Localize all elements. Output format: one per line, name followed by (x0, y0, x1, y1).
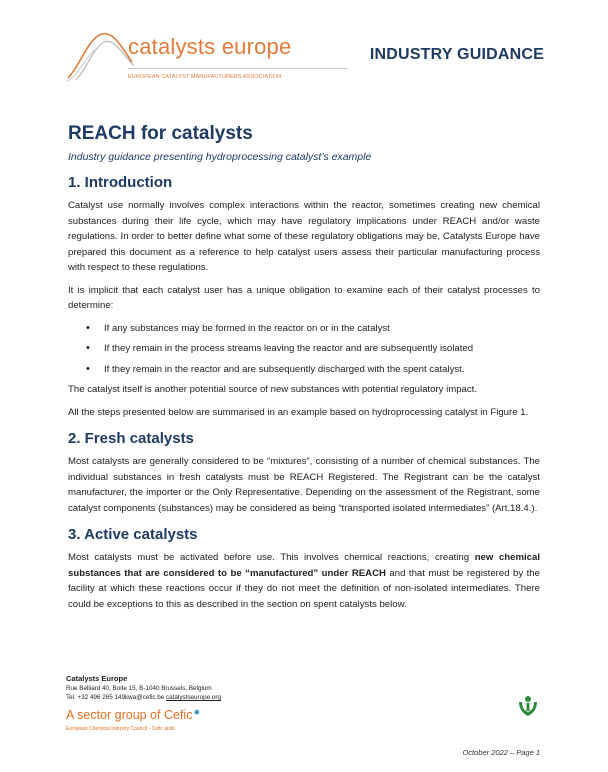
catalysts-europe-logo (66, 26, 306, 86)
footer-org-name: Catalysts Europe (66, 674, 128, 683)
footer-contact (66, 694, 221, 701)
responsible-care-icon (516, 694, 540, 718)
section-heading-active-catalysts: 3. Active catalysts (68, 526, 198, 543)
cefic-subtitle: European Chemical Industry Council - Cefic aisbl (66, 726, 175, 732)
active-text-c: and that must be registered by the facility at which these reactions occur if they do not meet the definition of non-isolated intermediates. There could be exceptions to this as described in the section on spent catalysts below. (68, 567, 540, 610)
footer-date-page: October 2022 – Page 1 (462, 748, 540, 757)
cefic-star-icon: ✸ (193, 708, 201, 717)
list-item: • If they remain in the process streams leaving the reactor and are subsequently isolated (68, 341, 540, 357)
logo-divider (128, 68, 348, 69)
main-content (68, 122, 540, 619)
page-subtitle (68, 150, 540, 164)
intro-paragraph-3: The catalyst itself is another potential source of new substances with potential regulatory impact. (68, 384, 478, 395)
active-text-a: Most catalysts must be activated before use. This involves chemical reactions, creating (68, 552, 475, 563)
intro-paragraph-4: All the steps presented below are summarised in an example based on hydroprocessing catalyst in Figure 1. (68, 406, 529, 418)
page-title: REACH for catalysts (68, 123, 253, 144)
footer-email-link[interactable]: kwa@cefic.be (125, 694, 165, 701)
cefic-sector-group (66, 708, 200, 722)
footer-website-link[interactable]: catalystseurope.org (166, 694, 222, 701)
cefic-label: A sector group of Cefic (66, 708, 193, 722)
subtitle-part-1: Industry guidance presenting hydroprocessing (68, 151, 286, 163)
footer-tel: Tel. +32 496 265 149 (66, 694, 125, 701)
swoosh-logo-icon (66, 26, 136, 84)
section-heading-fresh-catalysts: 2. Fresh catalysts (68, 430, 194, 447)
intro-bullet-list (68, 321, 540, 378)
fresh-catalysts-paragraph: Most catalysts are generally considered to be “mixtures”, consisting of a number of chemical substances. The individual substances in fresh catalysts must be REACH Registered. The Registrant can be the catalyst manufacturer, the importer or the Only Representative. Depending on the assessment of the Registrant, some catalyst components (substances) may be considered as being “transported isolated intermediates” (Art.18.4.). (68, 456, 540, 514)
list-item: • If any substances may be formed in the reactor on or in the catalyst (68, 321, 540, 337)
intro-paragraph-2: It is implicit that each catalyst user has a unique obligation to examine each of their catalyst processes to determine: (68, 284, 540, 311)
logo-name: catalysts europe (128, 34, 292, 59)
intro-paragraph-1: Catalyst use normally involves complex interactions within the reactor, sometimes creating new chemical substances during their life cycle, which may have regulatory implications under REACH and/or waste regulations. In order to better define what some of these regulatory obligations may be, Catalysts Europe have prepared this document as a reference to help catalyst users assess their particular manufacturing process with respect to these regulations. (68, 200, 540, 273)
list-item: • If they remain in the reactor and are subsequently discharged with the spent catalyst. (68, 362, 540, 378)
active-text-bold: new chemical substances that are considered to be “manufactured” under REACH (68, 552, 541, 579)
subtitle-part-2: catalyst’s example (285, 151, 372, 163)
footer-address: Rue Belliard 40, Boite 15, B-1040 Brussels, Belgium (66, 685, 212, 692)
active-catalysts-paragraph (68, 550, 540, 612)
document-type-label: INDUSTRY GUIDANCE (369, 46, 544, 63)
logo-subtitle: EUROPEAN CATALYST MANUFACTURERS ASSOCIATION (128, 74, 282, 80)
section-heading-introduction: 1. Introduction (68, 174, 173, 191)
